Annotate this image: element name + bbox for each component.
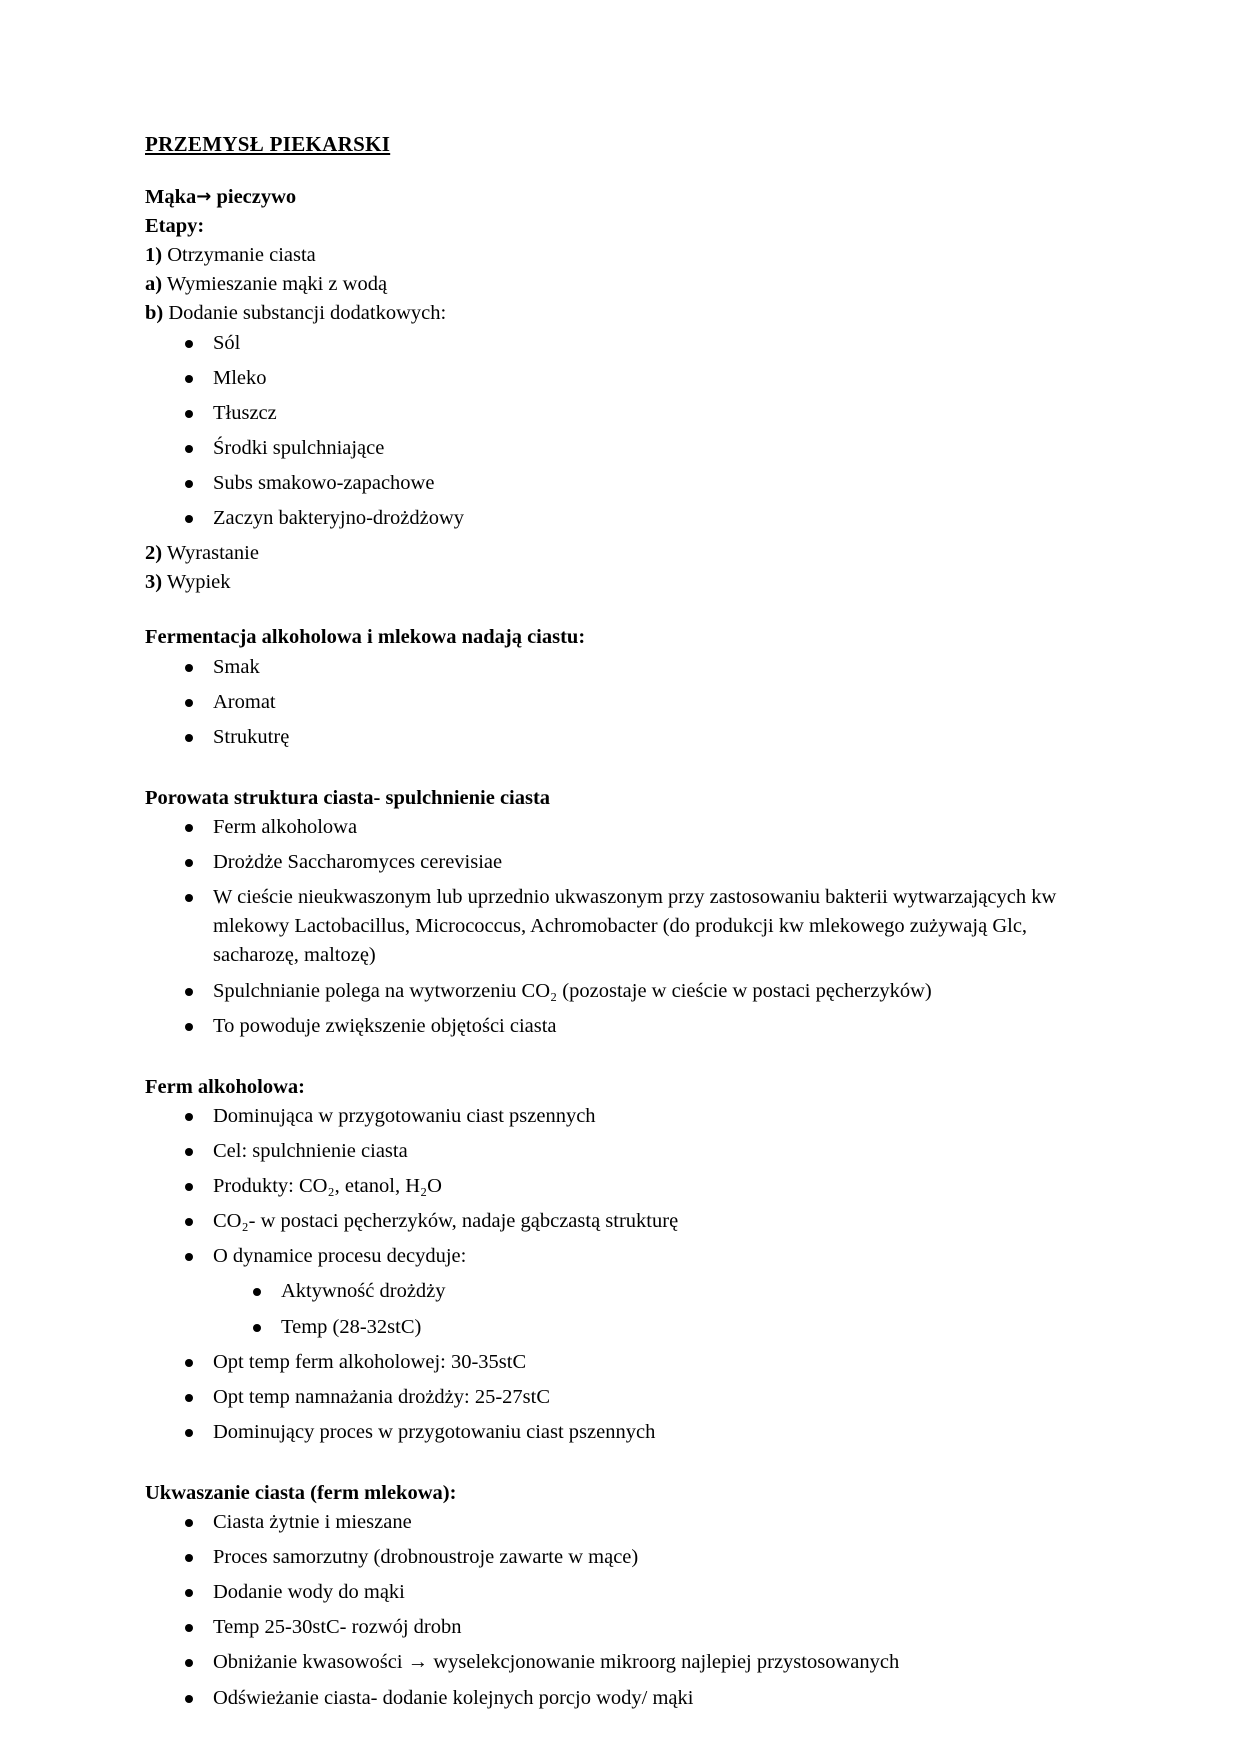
list-item: Cel: spulchnienie ciasta xyxy=(145,1137,1100,1166)
ukwaszanie-list xyxy=(145,1508,1100,1713)
flow-target: pieczywo xyxy=(216,186,297,208)
section-spacer xyxy=(145,1453,1100,1479)
step-2-text: Wyrastanie xyxy=(166,542,259,565)
step-3 xyxy=(145,568,1100,597)
list-item: Subs smakowo-zapachowe xyxy=(145,469,1100,498)
list-item: Zaczyn bakteryjno-drożdżowy xyxy=(145,504,1100,533)
list-item: O dynamice procesu decyduje: xyxy=(145,1242,1100,1271)
section-spacer xyxy=(145,758,1100,784)
list-item: Drożdże Saccharomyces cerevisiae xyxy=(145,848,1100,877)
section-heading-ukwaszanie: Ukwaszanie ciasta (ferm mlekowa): xyxy=(145,1481,457,1504)
list-item: Produkty: CO₂, etanol, H₂O xyxy=(145,1172,1100,1201)
list-item: Spulchnianie polega na wytworzeniu CO₂ (pozostaje w cieście w postaci pęcherzyków) xyxy=(145,977,1100,1006)
ferm-alkoholowa-sublist xyxy=(145,1277,1100,1341)
list-item: Środki spulchniające xyxy=(145,434,1100,463)
list-item: W cieście nieukwaszonym lub uprzednio ukwaszonym przy zastosowaniu bakterii wytwarzających kw mlekowy Lactobacillus, Micrococcus, Achromobacter (do produkcji kw mlekowego zużywają Glc, sacharozę, maltozę) xyxy=(145,883,1100,970)
stages-label: Etapy: xyxy=(145,215,205,238)
step-1b-number: b) xyxy=(145,302,164,325)
list-item: To powoduje zwiększenie objętości ciasta xyxy=(145,1012,1100,1041)
list-item: Aromat xyxy=(145,688,1100,717)
list-item: Aktywność drożdży xyxy=(145,1277,1100,1306)
list-item: Dodanie wody do mąki xyxy=(145,1578,1100,1607)
list-item: Dominujący proces w przygotowaniu ciast pszennych xyxy=(145,1418,1100,1447)
step-1-text: Otrzymanie ciasta xyxy=(167,244,316,267)
step-2-number: 2) xyxy=(145,542,163,565)
fermentacja-list xyxy=(145,653,1100,752)
list-item: Odświeżanie ciasta- dodanie kolejnych porcjo wody/ mąki xyxy=(145,1684,1100,1713)
step-2 xyxy=(145,539,1100,568)
list-item: Smak xyxy=(145,653,1100,682)
step-3-text: Wypiek xyxy=(166,571,231,594)
step-1a xyxy=(145,270,1100,299)
list-item: Temp (28-32stC) xyxy=(145,1313,1100,1342)
list-item: Dominująca w przygotowaniu ciast pszennych xyxy=(145,1102,1100,1131)
section-heading-ferm-alkoholowa: Ferm alkoholowa: xyxy=(145,1075,305,1098)
arrow-icon: → xyxy=(196,186,212,207)
list-item: Obniżanie kwasowości → wyselekcjonowanie mikroorg najlepiej przystosowanych xyxy=(145,1648,1100,1677)
list-item: Opt temp ferm alkoholowej: 30-35stC xyxy=(145,1348,1100,1377)
additives-list xyxy=(145,329,1100,534)
list-item: Ciasta żytnie i mieszane xyxy=(145,1508,1100,1537)
step-3-number: 3) xyxy=(145,571,163,594)
step-1-number: 1) xyxy=(145,244,163,267)
flow-source: Mąka xyxy=(145,186,197,208)
section-heading-fermentacja: Fermentacja alkoholowa i mlekowa nadają ciastu: xyxy=(145,626,586,649)
list-item: Sól xyxy=(145,329,1100,358)
page-title: PRZEMYSŁ PIEKARSKI xyxy=(145,132,391,156)
ferm-alkoholowa-list xyxy=(145,1102,1100,1272)
step-1a-text: Wymieszanie mąki z wodą xyxy=(166,273,388,296)
porowata-list xyxy=(145,813,1100,1041)
list-item: Temp 25-30stC- rozwój drobn xyxy=(145,1613,1100,1642)
list-item: Tłuszcz xyxy=(145,399,1100,428)
step-1b-text: Dodanie substancji dodatkowych: xyxy=(168,302,447,325)
section-spacer xyxy=(145,1047,1100,1073)
section-heading-porowata: Porowata struktura ciasta- spulchnienie ciasta xyxy=(145,786,551,809)
section-spacer xyxy=(145,597,1100,623)
step-1 xyxy=(145,241,1100,270)
list-item: CO₂- w postaci pęcherzyków, nadaje gąbczastą strukturę xyxy=(145,1207,1100,1236)
list-item: Ferm alkoholowa xyxy=(145,813,1100,842)
list-item: Strukutrę xyxy=(145,723,1100,752)
list-item: Opt temp namnażania drożdży: 25-27stC xyxy=(145,1383,1100,1412)
list-item: Mleko xyxy=(145,364,1100,393)
ferm-alkoholowa-list-after xyxy=(145,1348,1100,1447)
step-1a-number: a) xyxy=(145,273,163,296)
list-item: Proces samorzutny (drobnoustroje zawarte w mące) xyxy=(145,1543,1100,1572)
step-1b xyxy=(145,299,1100,328)
flow-line xyxy=(145,183,1100,212)
